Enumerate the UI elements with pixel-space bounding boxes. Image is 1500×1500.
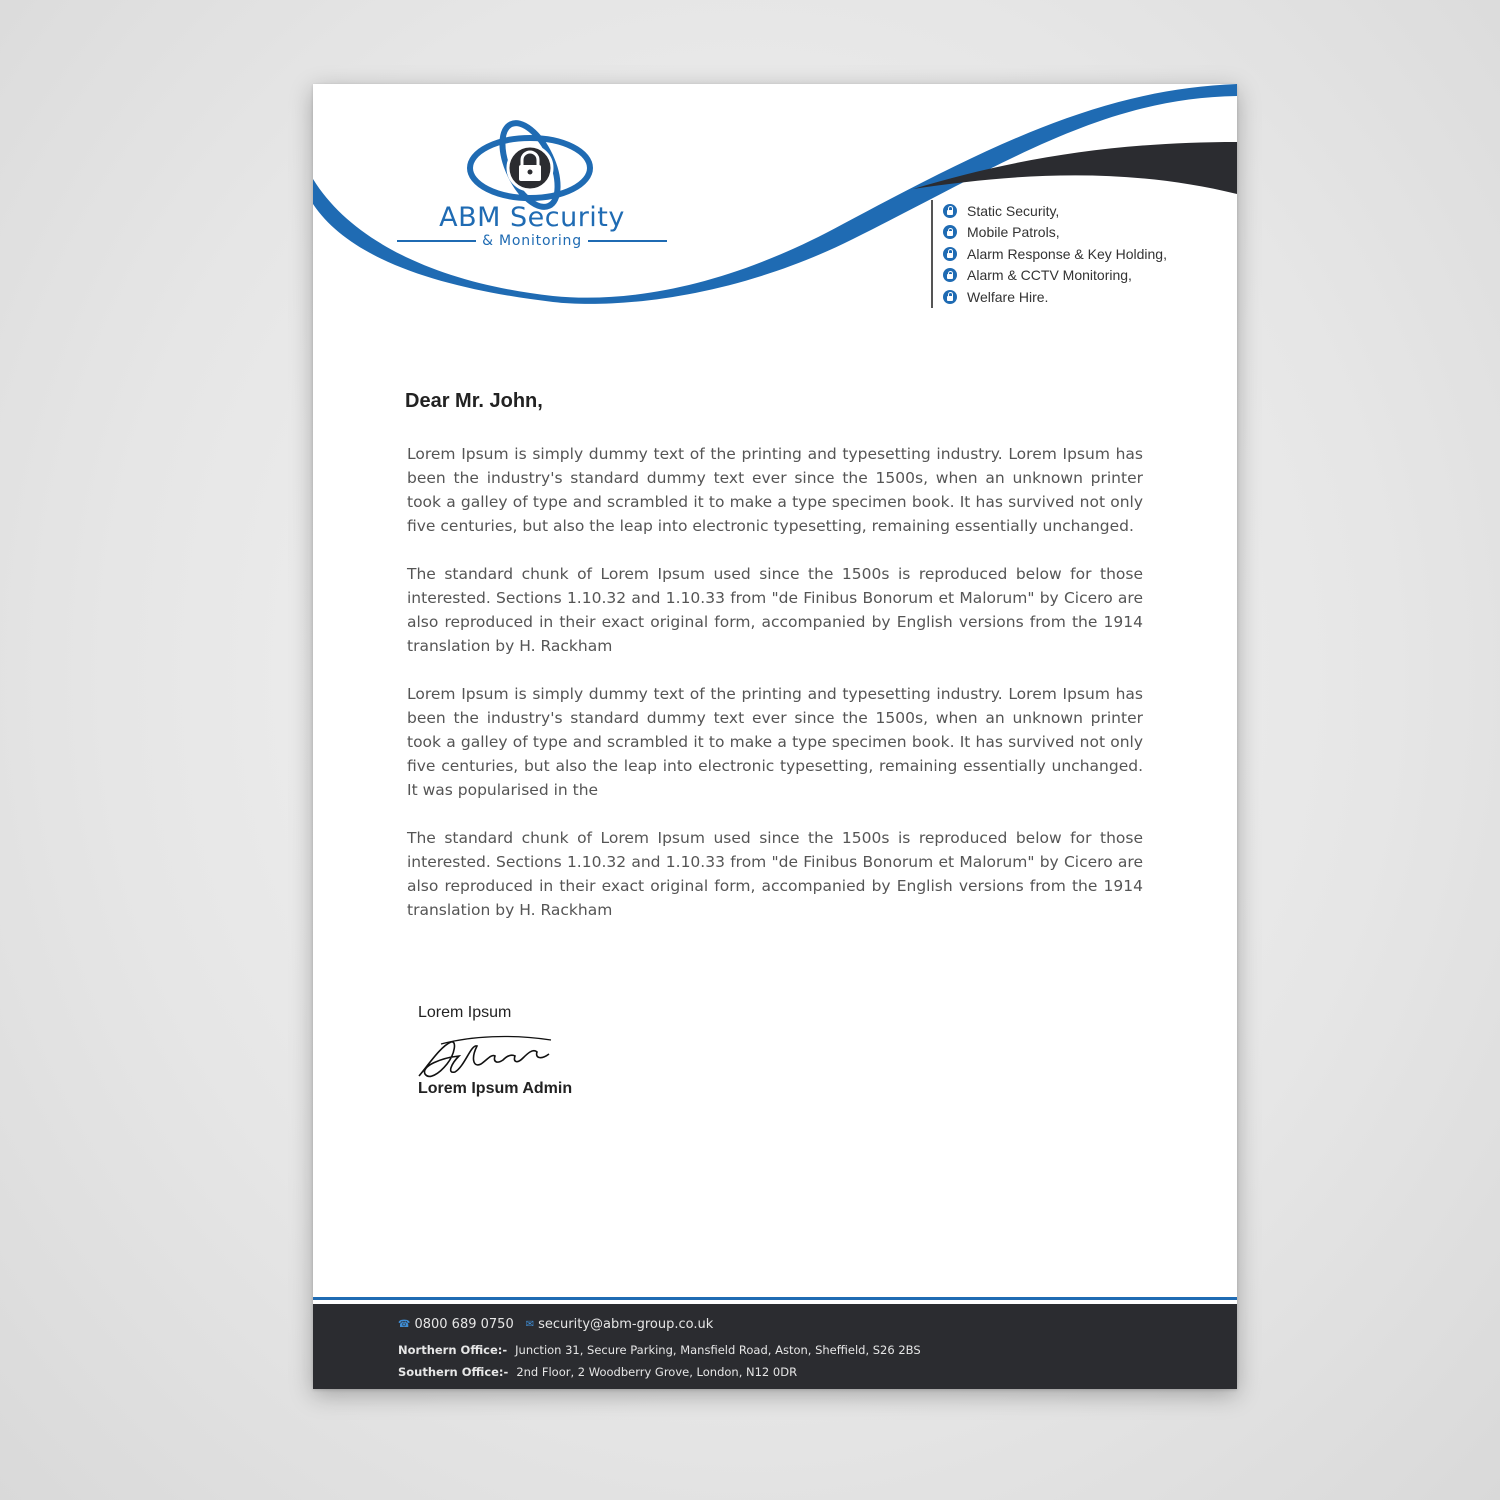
service-label: Welfare Hire. [967, 288, 1049, 305]
salutation: Dear Mr. John, [405, 390, 543, 412]
padlock-icon [943, 268, 957, 282]
envelope-icon: ✉ [525, 1319, 535, 1330]
footer-contact-row [398, 1317, 713, 1332]
closing: Lorem Ipsum [418, 1004, 512, 1021]
service-item [943, 286, 1237, 308]
logo-rule-left [397, 240, 476, 242]
signer-name: Lorem Ipsum Admin [418, 1080, 573, 1097]
footer [313, 1304, 1237, 1389]
footer-northern-office [398, 1343, 921, 1357]
padlock-icon [943, 204, 957, 218]
footer-southern-office [398, 1365, 797, 1379]
logo-rule-right [588, 240, 667, 242]
northern-office-label: Northern Office:- [398, 1343, 508, 1357]
footer-phone: 0800 689 0750 [414, 1317, 514, 1332]
letterhead-sheet [313, 84, 1237, 1389]
phone-icon: ☎ [398, 1319, 411, 1330]
northern-office-address: Junction 31, Secure Parking, Mansfield Road, Aston, Sheffield, S26 2BS [515, 1343, 921, 1357]
letter-body [407, 442, 1143, 946]
padlock-icon [943, 225, 957, 239]
southern-office-address: 2nd Floor, 2 Woodberry Grove, London, N12 0DR [516, 1365, 798, 1379]
body-paragraph: Lorem Ipsum is simply dummy text of the printing and typesetting industry. Lorem Ipsum has been the industry's standard dummy text ever since the 1500s, when an unknown printer took a galley of type and scrambled it to make a type specimen book. It has survived not only five centuries, but also the leap into electronic typesetting, remaining essentially unchanged. It was popularised in the [407, 685, 1143, 799]
logo-subtitle-row [397, 231, 667, 251]
service-label: Static Security, [967, 202, 1060, 219]
service-item [943, 222, 1237, 244]
service-item [943, 265, 1237, 287]
service-item [943, 200, 1237, 222]
body-paragraph: The standard chunk of Lorem Ipsum used since the 1500s is reproduced below for those interested. Sections 1.10.32 and 1.10.33 from "de Finibus Bonorum et Malorum" by Cicero are also reproduced in their exact original form, accompanied by English versions from the 1914 translation by H. Rackham [407, 565, 1143, 655]
service-label: Alarm & CCTV Monitoring, [967, 267, 1132, 284]
service-item [943, 243, 1237, 265]
padlock-icon [943, 290, 957, 304]
service-label: Mobile Patrols, [967, 224, 1060, 241]
logo-wordmark: ABM Security [439, 202, 625, 233]
services-list [931, 200, 1237, 308]
body-paragraph: Lorem Ipsum is simply dummy text of the printing and typesetting industry. Lorem Ipsum has been the industry's standard dummy text ever since the 1500s, when an unknown printer took a galley of type and scrambled it to make a type specimen book. It has survived not only five centuries, but also the leap into electronic typesetting, remaining essentially unchanged. [407, 445, 1143, 535]
service-label: Alarm Response & Key Holding, [967, 245, 1167, 262]
footer-accent-line [313, 1297, 1237, 1300]
logo-subtitle: & Monitoring [482, 233, 582, 249]
footer-email: security@abm-group.co.uk [538, 1317, 714, 1332]
southern-office-label: Southern Office:- [398, 1365, 509, 1379]
padlock-icon [943, 247, 957, 261]
body-paragraph: The standard chunk of Lorem Ipsum used since the 1500s is reproduced below for those interested. Sections 1.10.32 and 1.10.33 from "de Finibus Bonorum et Malorum" by Cicero are also reproduced in their exact original form, accompanied by English versions from the 1914 translation by H. Rackham [407, 829, 1143, 919]
